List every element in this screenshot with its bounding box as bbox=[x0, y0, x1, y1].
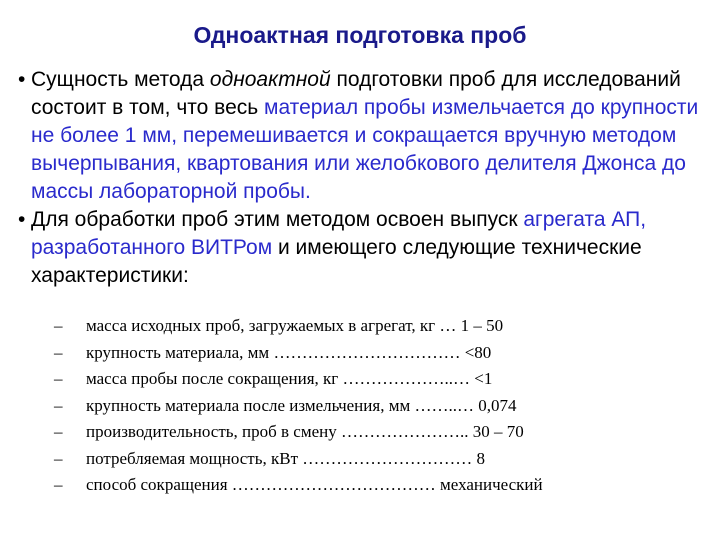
spec-row bbox=[54, 419, 684, 446]
bullet-highlight-text: материал пробы измельчается до крупности не более 1 мм, перемешивается и сокращается вручную методом вычерпывания, квартования или желобкового делителя Джонса до массы лабораторной пробы. bbox=[31, 96, 699, 203]
dash-marker: – bbox=[54, 369, 63, 388]
spec-row bbox=[54, 446, 684, 473]
dash-marker: – bbox=[54, 422, 63, 441]
spec-text: производительность, проб в смену ………………….. 30 – 70 bbox=[86, 422, 524, 441]
spec-row bbox=[54, 393, 684, 420]
bullet-highlight-text: агрегата АП, разработанного ВИТРом bbox=[31, 208, 647, 259]
dash-marker: – bbox=[54, 475, 63, 494]
spec-text: способ сокращения ……………………………… механический bbox=[86, 475, 543, 494]
bullet-emphasis-text: одноактной bbox=[209, 68, 331, 91]
spec-text: масса пробы после сокращения, кг ………………..… <1 bbox=[86, 369, 493, 388]
spec-text: масса исходных проб, загружаемых в агрегат, кг … 1 – 50 bbox=[86, 316, 504, 335]
dash-marker: – bbox=[54, 448, 63, 468]
spec-row bbox=[54, 340, 684, 367]
bullet-text-part: метода bbox=[128, 68, 210, 91]
bullet-text-part: подготовки проб для исследований состоит в том, что весь bbox=[31, 68, 681, 119]
spec-list bbox=[54, 313, 684, 499]
bullet-text-part: Сущность bbox=[31, 68, 129, 91]
dash-marker: – bbox=[54, 342, 63, 362]
bullet-text-part: и имеющего следующие технические характеристики: bbox=[31, 236, 642, 287]
spec-text: крупность материала после измельчения, мм ……..… 0,074 bbox=[86, 395, 517, 415]
bullet-marker: • bbox=[18, 208, 26, 231]
bullet-text-part: Для обработки проб этим методом освоен выпуск bbox=[31, 208, 524, 231]
dash-marker: – bbox=[54, 395, 63, 415]
spec-text: потребляемая мощность, кВт ………………………… 8 bbox=[86, 448, 486, 468]
bullet-item-essence bbox=[18, 66, 708, 206]
spec-row bbox=[54, 366, 684, 393]
bullet-marker: • bbox=[18, 68, 26, 91]
spec-text: крупность материала, мм …………………………… <80 bbox=[86, 342, 492, 362]
slide-title: Одноактная подготовка проб bbox=[193, 22, 527, 48]
bullet-item-equipment bbox=[18, 206, 708, 290]
bullet-list bbox=[18, 66, 708, 290]
dash-marker: – bbox=[54, 316, 63, 335]
spec-row bbox=[54, 472, 684, 499]
spec-row bbox=[54, 313, 684, 340]
